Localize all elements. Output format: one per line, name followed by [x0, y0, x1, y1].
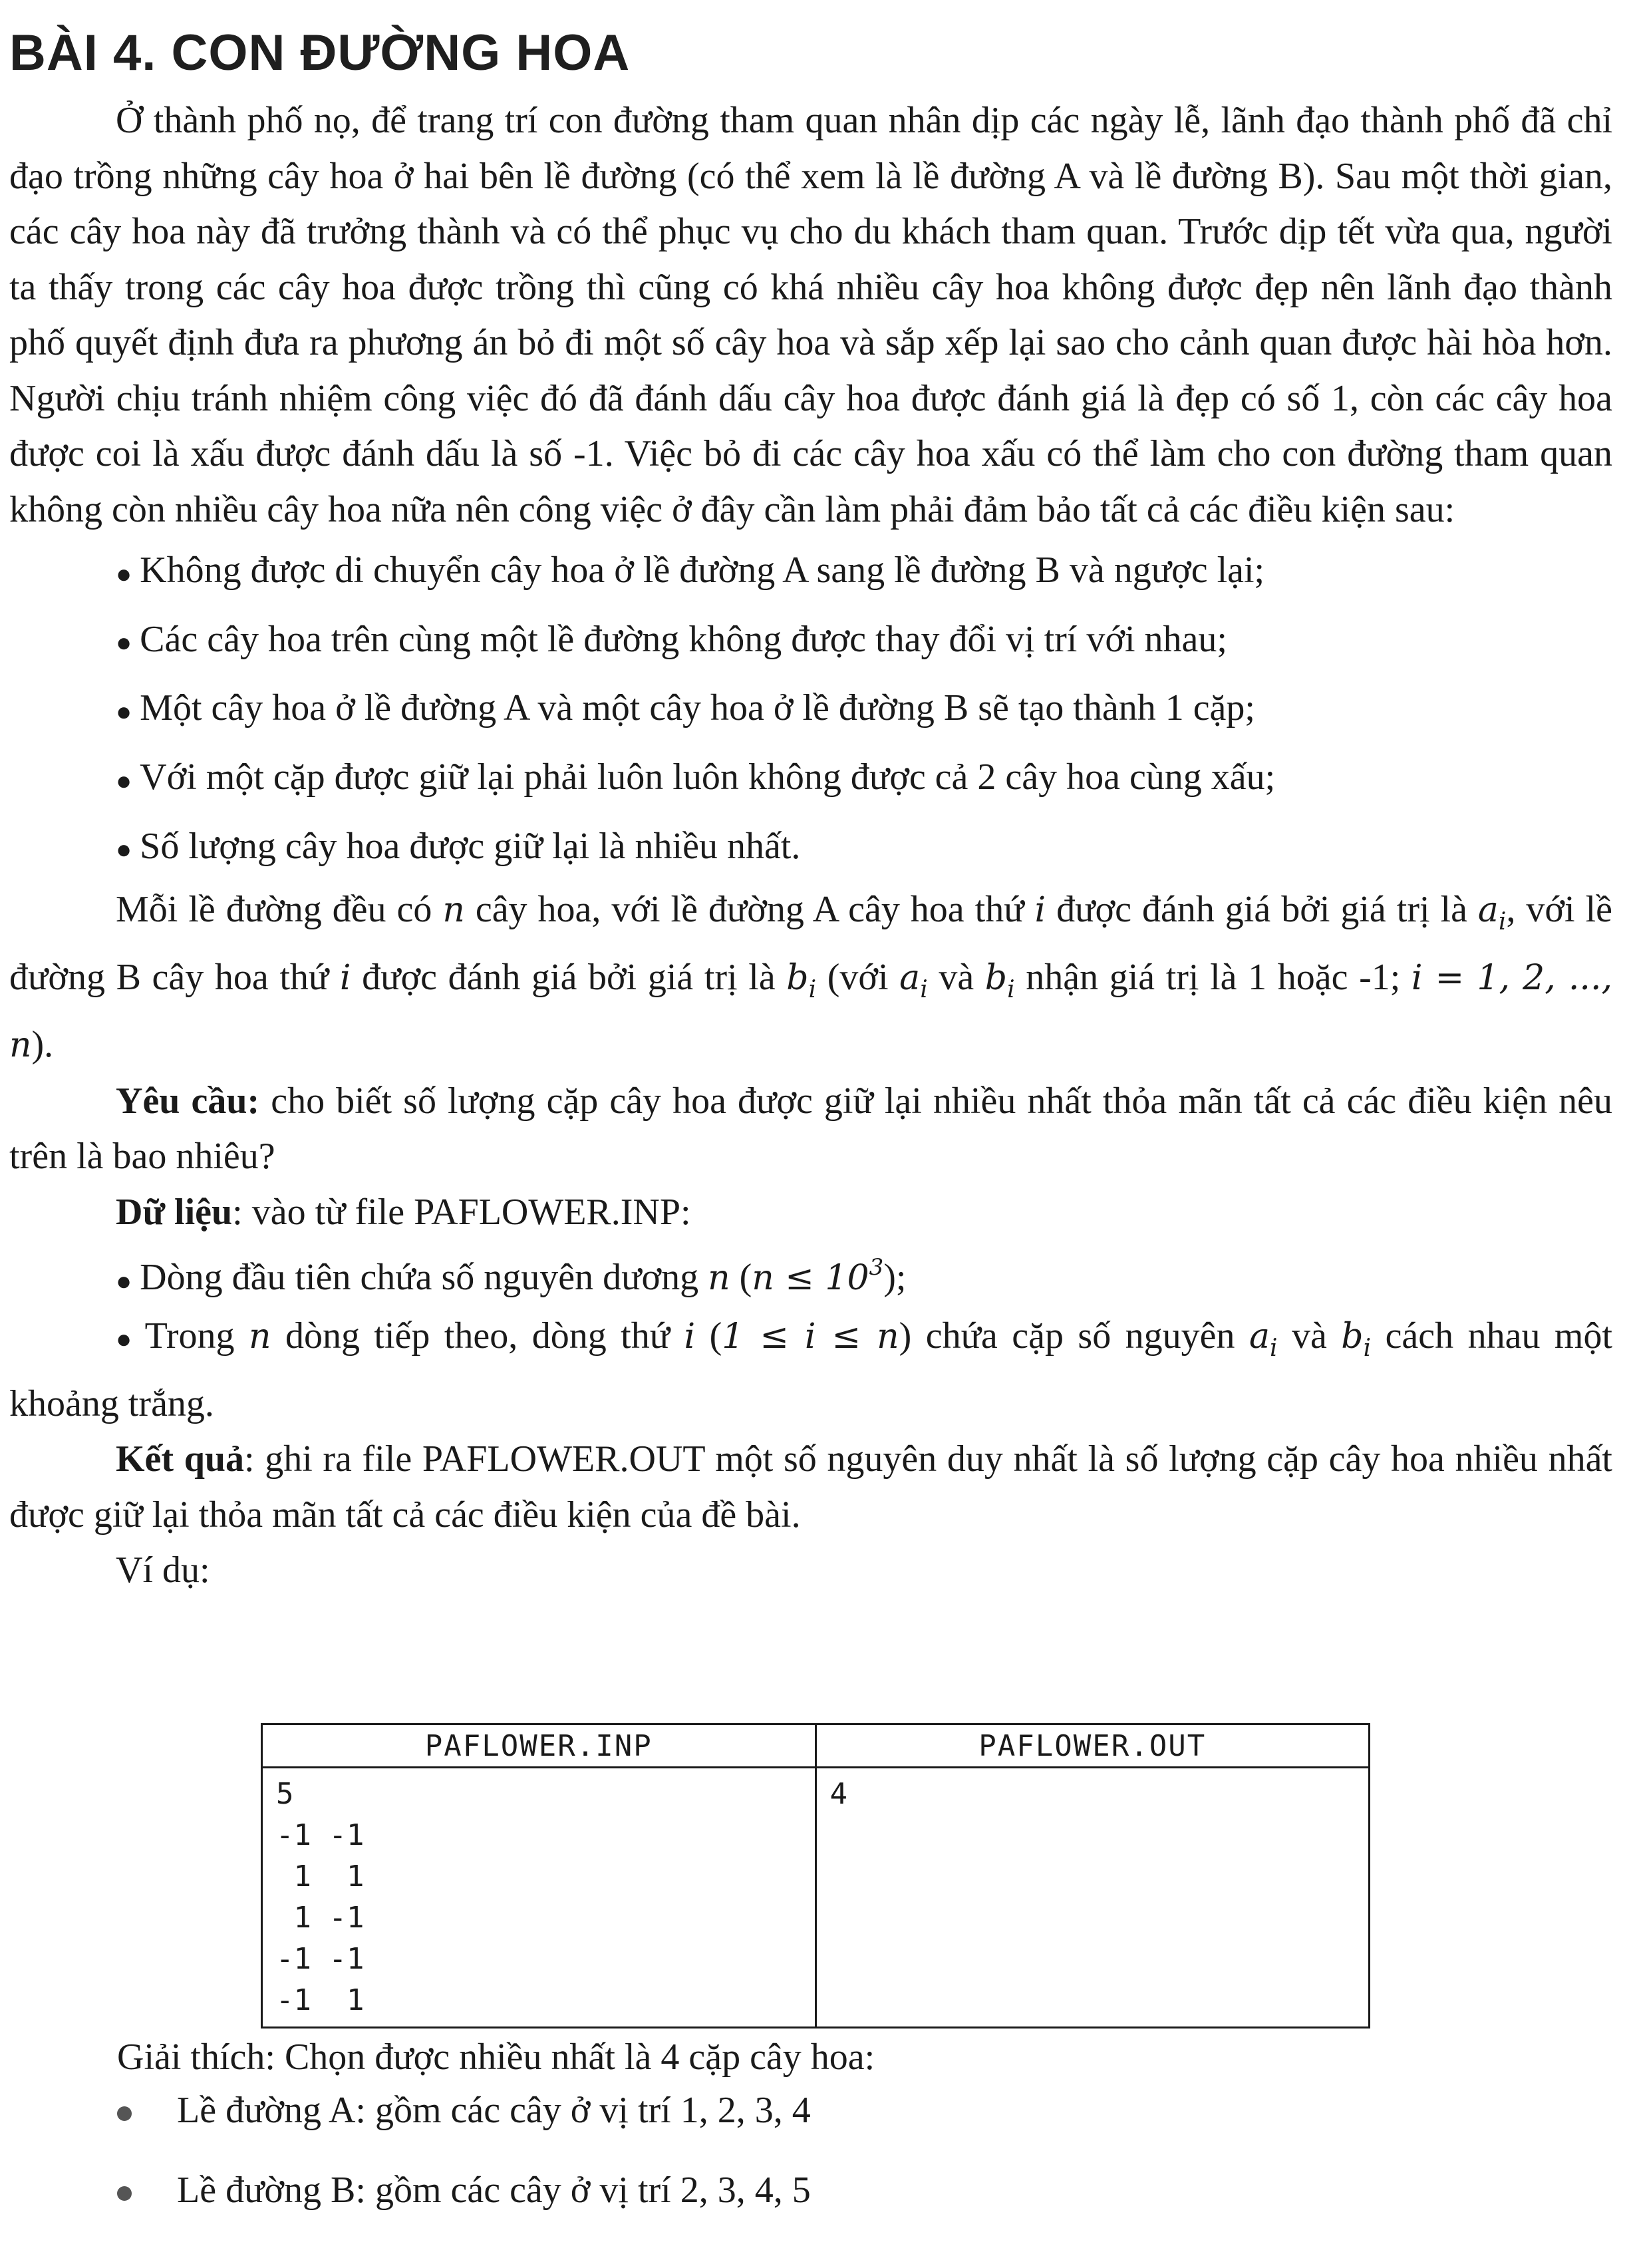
input-sample: 5 -1 -1 1 1 1 -1 -1 -1 -1 1	[276, 1777, 365, 2017]
bullet-icon: ●	[116, 696, 132, 727]
definition-paragraph: Mỗi lề đường đều có n cây hoa, với lề đường A cây hoa thứ i được đánh giá bởi giá trị là $a_i$, với lề đường B cây hoa thứ i được đánh giá bởi giá trị là $b_i$ (với $a_i$ và $b_i$ nhận giá trị là 1 hoặc -1; i = 1, 2, ..., n).	[9, 889, 1613, 1066]
output-cell	[815, 1768, 1370, 2028]
bullet-icon: ●	[116, 558, 132, 589]
requirement-label: Yêu cầu:	[116, 1080, 260, 1122]
positions-list	[117, 2089, 811, 2249]
bullet-icon: ●	[116, 1265, 132, 1296]
problem-title: BÀI 4. CON ĐƯỜNG HOA	[9, 25, 631, 81]
condition-item: ● Các cây hoa trên cùng một lề đường không được thay đổi vị trí với nhau;	[116, 618, 1227, 660]
requirement-paragraph: Yêu cầu: cho biết số lượng cặp cây hoa được giữ lại nhiều nhất thỏa mãn tất cả các điều kiện nêu trên là bao nhiêu?	[9, 1080, 1613, 1178]
bullet-icon	[117, 2106, 132, 2121]
input-paragraph: Dữ liệu: vào từ file PAFLOWER.INP:	[116, 1191, 691, 1233]
table-row	[262, 1768, 1370, 2028]
input-label: Dữ liệu	[116, 1191, 233, 1233]
table-header-row	[262, 1724, 1370, 1768]
condition-item: ● Không được di chuyển cây hoa ở lề đường A sang lề đường B và ngược lại;	[116, 550, 1265, 591]
example-label: Ví dụ:	[116, 1549, 210, 1591]
intro-paragraph: Ở thành phố nọ, để trang trí con đường tham quan nhân dịp các ngày lễ, lãnh đạo thành phố đã chỉ đạo trồng những cây hoa ở hai bên lề đường (có thể xem là lề đường A và lề đường B). Sau một thời gian, các cây hoa này đã trưởng thành và có thể phục vụ cho du khách tham quan. Trước dịp tết vừa qua, người ta thấy trong các cây hoa được trồng thì cũng có khá nhiều cây hoa không được đẹp nên lãnh đạo thành phố quyết định đưa ra phương án bỏ đi một số cây hoa và sắp xếp lại sao cho cảnh quan được hài hòa hơn. Người chịu tránh nhiệm công việc đó đã đánh dấu cây hoa được đánh giá là đẹp có số 1, còn các cây hoa được coi là xấu được đánh dấu là số -1. Việc bỏ đi các cây hoa xấu có thể làm cho con đường tham quan không còn nhiều cây hoa nữa nên công việc ở đây cần làm phải đảm bảo tất cả các điều kiện sau:	[9, 100, 1612, 530]
bullet-icon: ●	[116, 627, 132, 658]
condition-item: ● Với một cặp được giữ lại phải luôn luôn không được cả 2 cây hoa cùng xấu;	[116, 756, 1276, 798]
input-line-1: ● Dòng đầu tiên chứa số nguyên dương n $(n \le 10^3)$;	[116, 1254, 907, 1299]
list-item: Lề đường A: gồm các cây ở vị trí 1, 2, 3, 4	[117, 2089, 811, 2169]
bullet-icon: ●	[116, 765, 132, 796]
input-line-2: ● Trong n dòng tiếp theo, dòng thứ i (1 ≤ i ≤ n) chứa cặp số nguyên $a_i$ và $b_i$ cách nhau một khoảng trắng.	[9, 1315, 1613, 1424]
example-table	[261, 1723, 1370, 2028]
conditions-list	[9, 538, 1612, 882]
condition-item: ● Một cây hoa ở lề đường A và một cây hoa ở lề đường B sẽ tạo thành 1 cặp;	[116, 687, 1255, 729]
list-item: Lề đường B: gồm các cây ở vị trí 2, 3, 4, 5	[117, 2169, 811, 2249]
table-header-output: PAFLOWER.OUT	[815, 1724, 1370, 1768]
output-sample: 4	[829, 1777, 847, 1811]
output-label: Kết quả	[116, 1438, 244, 1480]
condition-item: ● Số lượng cây hoa được giữ lại là nhiều nhất.	[116, 825, 801, 867]
input-cell	[262, 1768, 816, 2028]
bullet-icon	[117, 2186, 132, 2201]
bullet-icon: ●	[116, 834, 132, 865]
bullet-icon: ●	[116, 1324, 137, 1355]
problem-body	[9, 93, 1612, 1599]
table-header-input: PAFLOWER.INP	[262, 1724, 816, 1768]
explanation-text: Giải thích: Chọn được nhiều nhất là 4 cặp cây hoa:	[117, 2036, 875, 2078]
output-paragraph: Kết quả: ghi ra file PAFLOWER.OUT một số nguyên duy nhất là số lượng cặp cây hoa nhiều nhất được giữ lại thỏa mãn tất cả các điều kiện của đề bài.	[9, 1438, 1612, 1536]
